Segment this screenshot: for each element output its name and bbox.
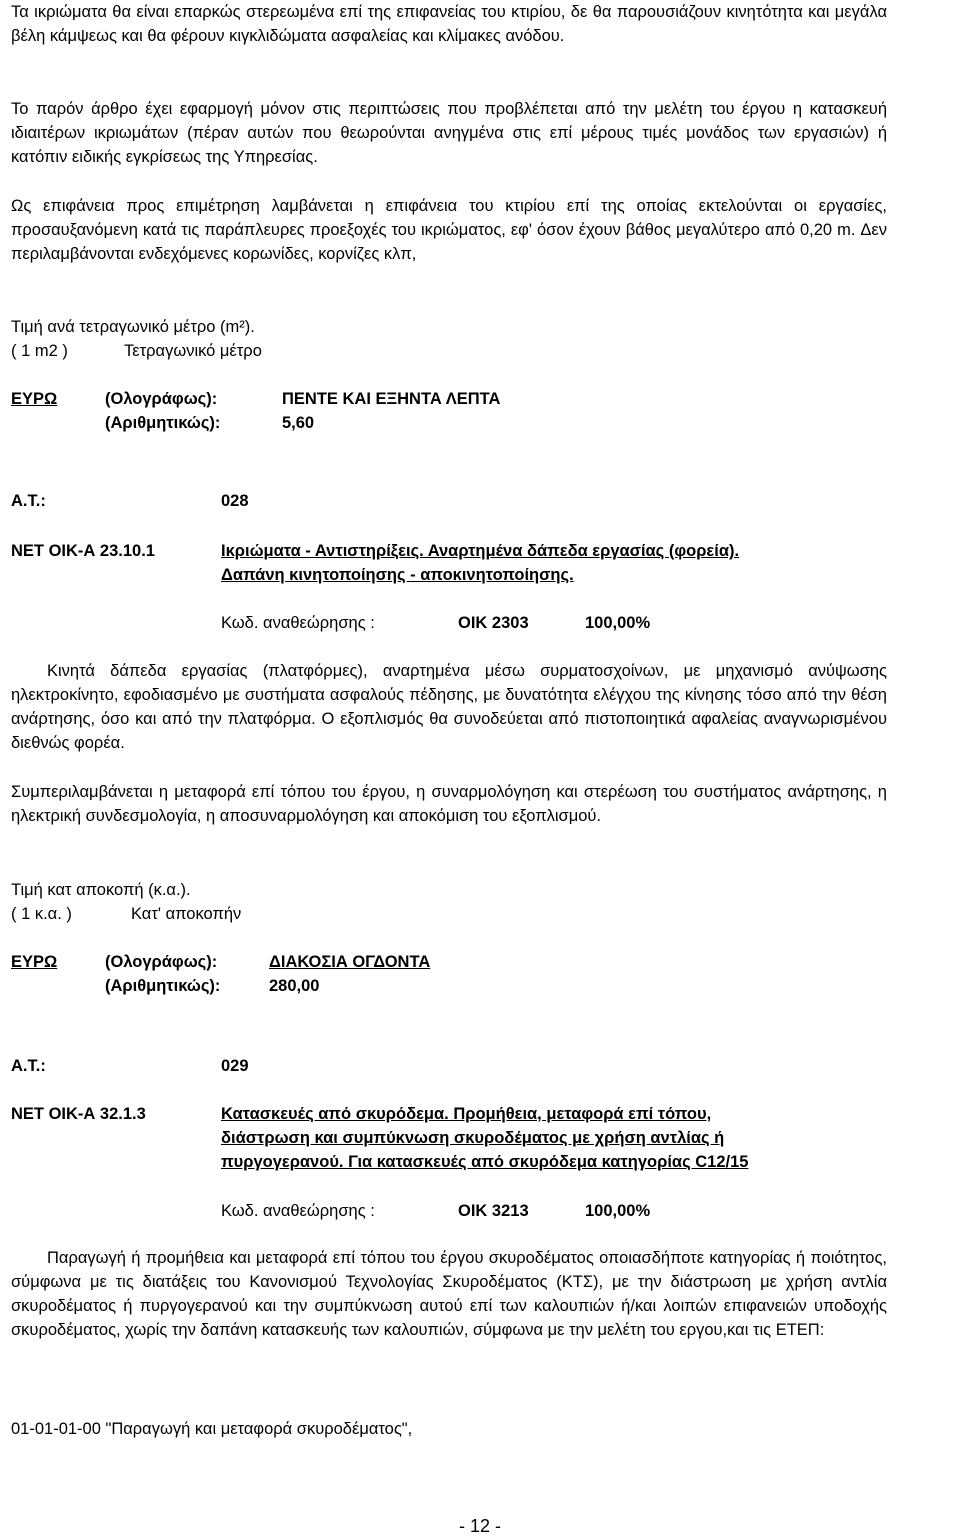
item-028-at-row bbox=[11, 489, 887, 513]
item-028-revision-row bbox=[11, 611, 887, 635]
item-028-net-code: ΝΕΤ ΟΙΚ-Α 23.10.1 bbox=[11, 542, 155, 560]
item-029-paragraph-etep: 01-01-01-00 "Παραγωγή και μεταφορά σκυροδέματος", bbox=[11, 1420, 413, 1438]
at-value: 028 bbox=[221, 492, 249, 510]
unit-name: Κατ' αποκοπήν bbox=[131, 905, 242, 923]
words-label: (Ολογράφως): bbox=[105, 953, 218, 971]
item-028-price-words-row bbox=[11, 950, 887, 974]
revision-code: ΟΙΚ 2303 bbox=[458, 614, 529, 632]
revision-percent: 100,00% bbox=[585, 1202, 651, 1220]
currency-label: ΕΥΡΩ bbox=[11, 390, 58, 408]
paragraph-scaffold-stability: Τα ικριώματα θα είναι επαρκώς στερεωμένα επί της επιφανείας του κτιρίου, δε θα παρουσιάζουν κινητότητα και μεγάλα βέλη κάμψεως και θα φέρουν κιγκλιδώματα ασφαλείας και κλίμακες ανόδου. bbox=[11, 3, 887, 45]
number-label: (Αριθμητικώς): bbox=[105, 414, 221, 432]
item-028-unit-price-line: Τιμή κατ αποκοπή (κ.α.). bbox=[11, 881, 191, 899]
unit-quantity: ( 1 κ.α. ) bbox=[11, 905, 72, 923]
item-028-unit-row bbox=[11, 902, 887, 926]
paragraph-scope: Το παρόν άρθρο έχει εφαρμογή μόνον στις περιπτώσεις που προβλέπεται από την μελέτη του έργου η κατασκευή ιδιαιτέρων ικριωμάτων (πέραν αυτών που θεωρούνται ανηγμένα στις επί μέρους τιμές μονάδος των εργασιών) ή κατόπιν ειδικής εγκρίσεως της Υπηρεσίας. bbox=[11, 100, 887, 166]
unit-name: Τετραγωνικό μέτρο bbox=[124, 342, 262, 360]
revision-label: Κωδ. αναθεώρησης : bbox=[221, 1202, 375, 1220]
at-label: Α.Τ.: bbox=[11, 1057, 46, 1075]
number-label: (Αριθμητικώς): bbox=[105, 977, 221, 995]
unit-price-line: Τιμή ανά τετραγωνικό μέτρο (m²). bbox=[11, 318, 255, 336]
revision-label: Κωδ. αναθεώρησης : bbox=[221, 614, 375, 632]
words-value: ΠΕΝΤΕ ΚΑΙ ΕΞΗΝΤΑ ΛΕΠΤΑ bbox=[282, 390, 501, 408]
item-029-at-row bbox=[11, 1054, 887, 1078]
number-value: 5,60 bbox=[282, 414, 315, 432]
item-029-title-line3: πυργογερανού. Για κατασκευές από σκυρόδεμα κατηγορίας C12/15 bbox=[221, 1153, 749, 1171]
revision-code: ΟΙΚ 3213 bbox=[458, 1202, 529, 1220]
at-label: Α.Τ.: bbox=[11, 492, 46, 510]
number-value: 280,00 bbox=[269, 977, 320, 995]
item-028-paragraph-platforms: Κινητά δάπεδα εργασίας (πλατφόρμες), αναρτημένα μέσω συρματοσχοίνων, με μηχανισμό ανύψωσης ηλεκτροκίνητο, εφοδιασμένο με συστήματα ασφαλούς πέδησης, με δυνατότητα ελέγχου της κίνησης τόσο από την θέση ανάρτησης, όσο και από την πλατφόρμα. Ο εξοπλισμός θα συνοδεύεται από πιστοποιητικά αφαλείας αναγνωρισμένου διεθνώς φορέα. bbox=[11, 662, 887, 752]
unit-row bbox=[11, 339, 887, 363]
item-028-title-line2: Δαπάνη κινητοποίησης - αποκινητοποίησης. bbox=[221, 566, 574, 584]
page-number: - 12 - bbox=[458, 1516, 501, 1536]
revision-percent: 100,00% bbox=[585, 614, 651, 632]
paragraph-measurement: Ως επιφάνεια προς επιμέτρηση λαμβάνεται η επιφάνεια του κτιρίου επί της οποίας εκτελούνται οι εργασίες, προσαυξανόμενη κατά τις παράπλευρες προεξοχές του ικριώματος, εφ' όσον έχουν βάθος μεγαλύτερο από 0,20 m. Δεν περιλαμβάνονται ενδεχόμενες κορωνίδες, κορνίζες κλπ, bbox=[11, 197, 887, 263]
item-028-title-line1: Ικριώματα - Αντιστηρίξεις. Αναρτημένα δάπεδα εργασίας (φορεία). bbox=[221, 542, 740, 560]
currency-label: ΕΥΡΩ bbox=[11, 953, 58, 971]
at-value: 029 bbox=[221, 1057, 249, 1075]
words-label: (Ολογράφως): bbox=[105, 390, 218, 408]
item-029-revision-row bbox=[11, 1199, 887, 1223]
item-029-paragraph-concrete: Παραγωγή ή προμήθεια και μεταφορά επί τόπου του έργου σκυροδέματος οποιασδήποτε κατηγορίας ή ποιότητος, σύμφωνα με τις διατάξεις του Κανονισμού Τεχνολογίας Σκυροδέματος (ΚΤΣ), με την διάστρωση με χρήση αντλία σκυροδέματος ή πυργογερανού και την συμπύκνωση αυτού επί των καλουπιών ή/και λοιπών επιφανειών υποδοχής σκυροδέματος, χωρίς την δαπάνη κατασκευής των καλουπιών, σύμφωνα με την μελέτη του εργου,και τις ΕΤΕΠ: bbox=[11, 1249, 887, 1339]
item-028-paragraph-includes: Συμπεριλαμβάνεται η μεταφορά επί τόπου του έργου, η συναρμολόγηση και στερέωση του συστήματος ανάρτησης, η ηλεκτρική συνδεσμολογία, η αποσυναρμολόγηση και αποκόμιση του εξοπλισμού. bbox=[11, 783, 887, 825]
unit-quantity: ( 1 m2 ) bbox=[11, 342, 68, 360]
price-words-row bbox=[11, 387, 887, 411]
item-029-title-line1: Κατασκευές από σκυρόδεμα. Προμήθεια, μεταφορά επί τόπου, bbox=[221, 1105, 712, 1123]
words-value: ΔΙΑΚΟΣΙΑ ΟΓΔΟΝΤΑ bbox=[269, 953, 431, 971]
item-029-net-code: ΝΕΤ ΟΙΚ-Α 32.1.3 bbox=[11, 1105, 146, 1123]
item-028-price-number-row bbox=[11, 974, 887, 998]
item-029-title-line2: διάστρωση και συμπύκνωση σκυροδέματος με χρήση αντλίας ή bbox=[221, 1129, 725, 1147]
price-number-row bbox=[11, 411, 887, 435]
